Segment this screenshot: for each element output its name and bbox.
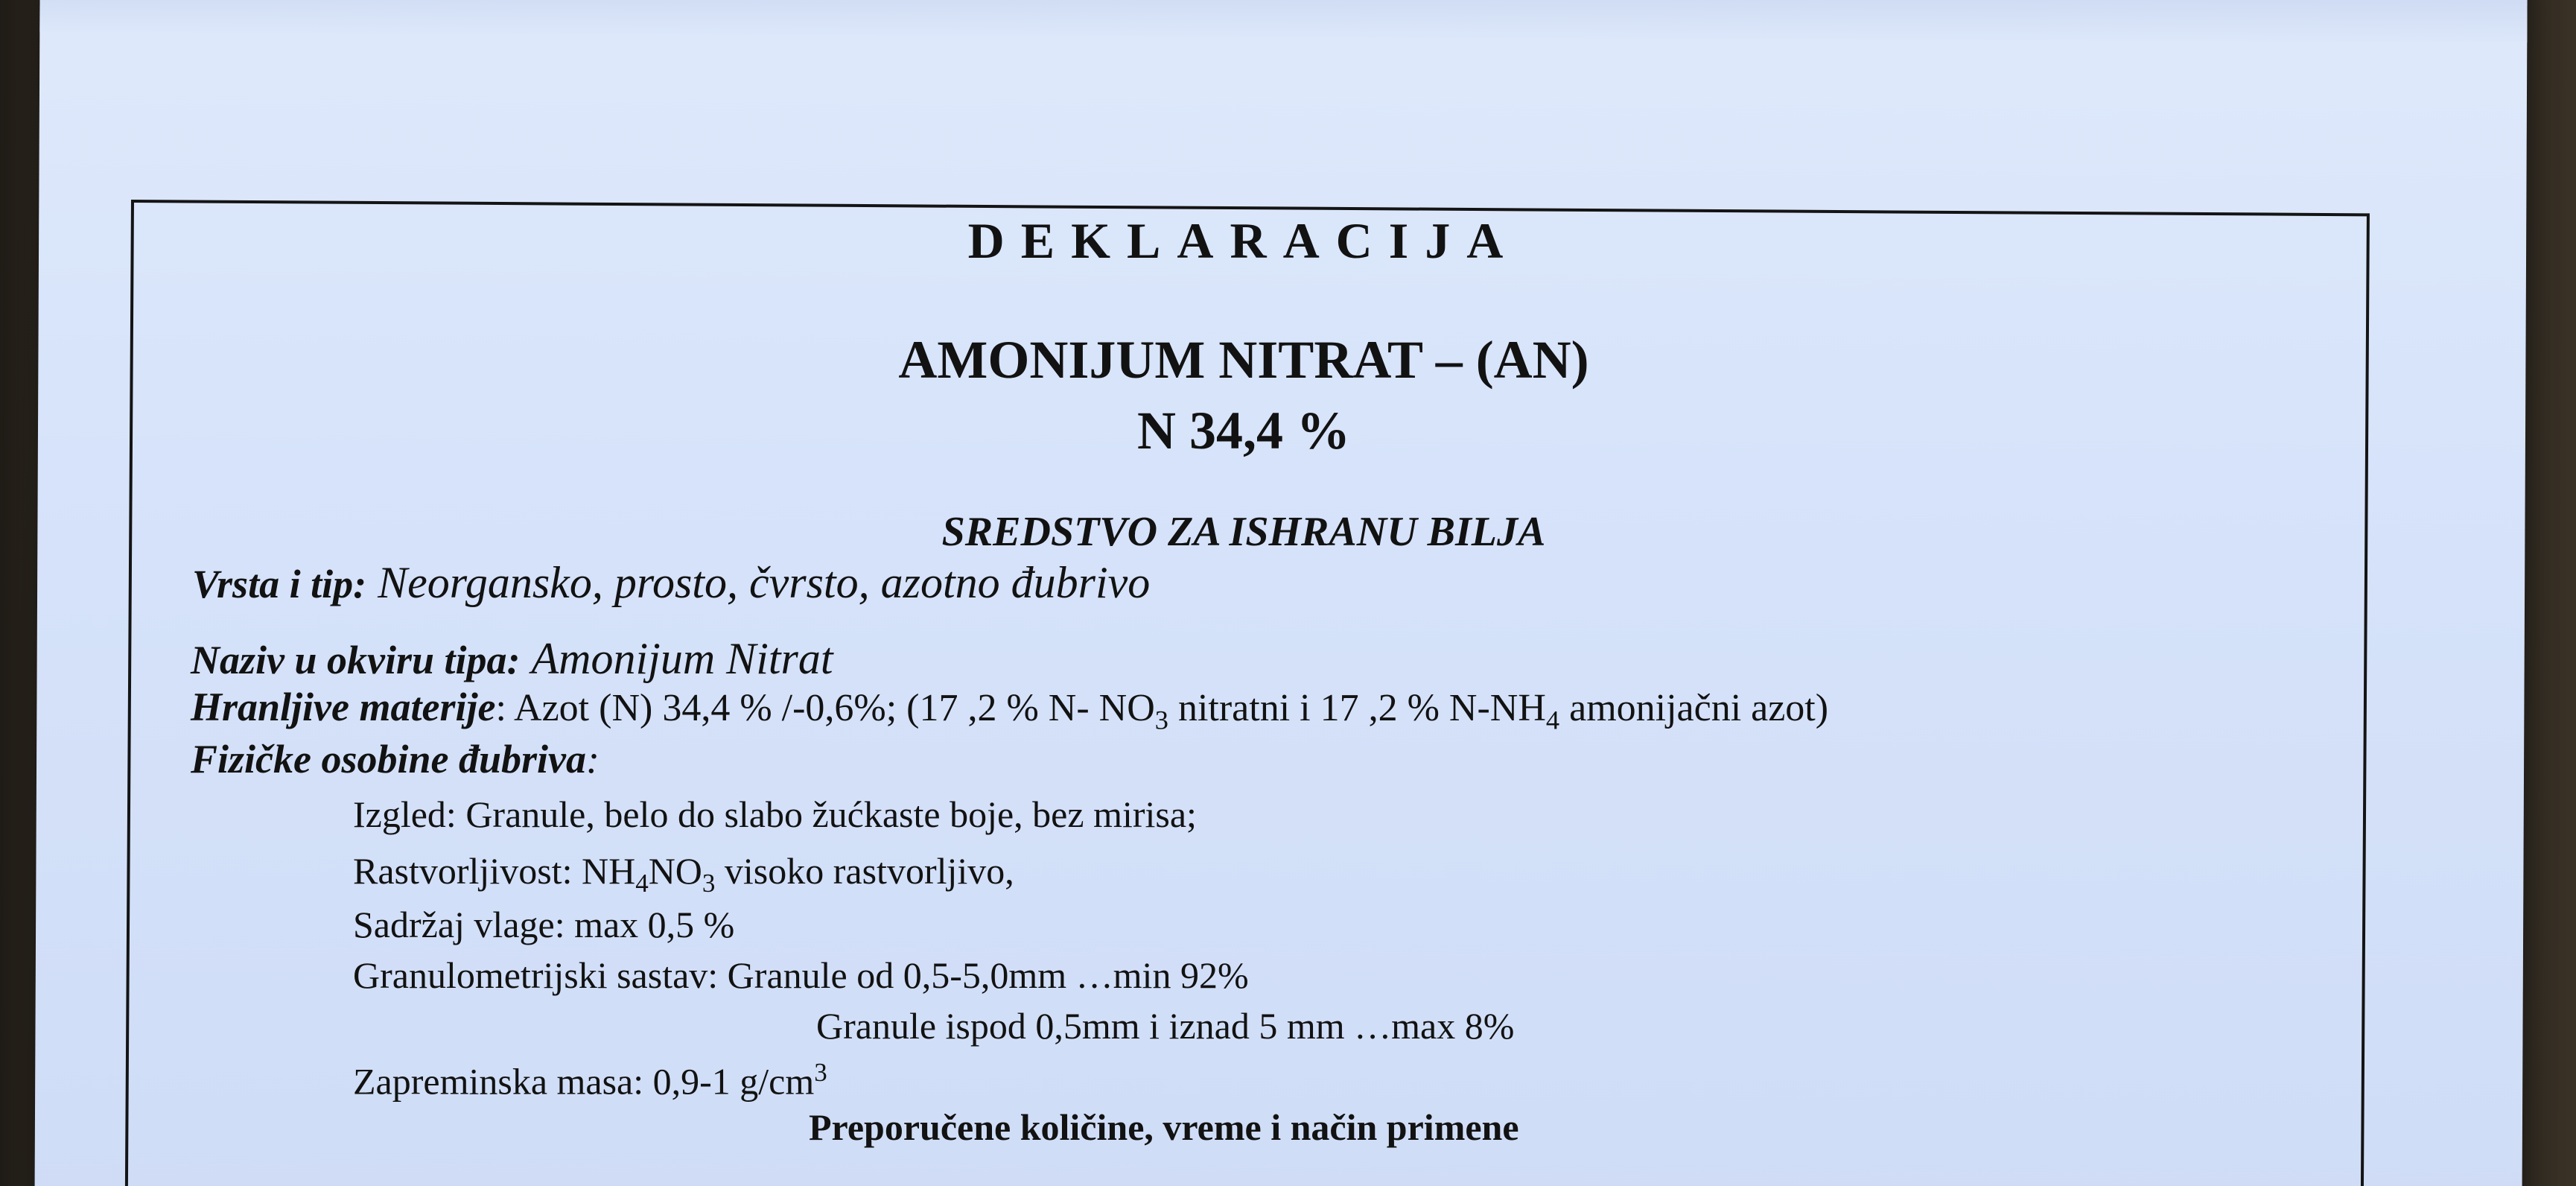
- name-value: Amonijum Nitrat: [531, 634, 833, 683]
- appearance-line: Izgled: Granule, belo do slabo žućkaste boje, bez mirisa;: [353, 793, 1197, 835]
- granulometry-line-2: Granule ispod 0,5mm i iznad 5 mm …max 8%: [816, 1005, 1515, 1047]
- category-heading: SREDSTVO ZA ISHRANU BILJA: [941, 509, 1546, 555]
- type-row: [192, 557, 1150, 609]
- moisture-line: Sadržaj vlage: max 0,5 %: [353, 904, 735, 945]
- solubility-subscript-3: 3: [702, 869, 716, 898]
- solubility-line: [353, 849, 1014, 898]
- solubility-part3: visoko rastvorljivo,: [715, 850, 1014, 892]
- physical-properties-heading: [191, 736, 600, 782]
- document-title: DEKLARACIJA: [967, 212, 1520, 269]
- bulk-density-text: Zapreminska masa: 0,9-1 g/cm: [353, 1060, 815, 1103]
- nutrients-value-part2: nitratni i 17 ,2 % N-NH: [1168, 687, 1546, 729]
- recommendations-heading: Preporučene količine, vreme i način primene: [809, 1106, 1519, 1148]
- physical-properties-label: Fizičke osobine đubriva: [191, 737, 587, 781]
- bulk-density-superscript: 3: [814, 1058, 827, 1087]
- nutrients-row: [191, 684, 1828, 735]
- type-value: Neorgansko, prosto, čvrsto, azotno đubrivo: [378, 558, 1151, 607]
- nitrogen-percent: N 34,4 %: [1137, 401, 1350, 460]
- nutrients-value-part1: : Azot (N) 34,4 % /-0,6%; (17 ,2 % N- NO: [495, 687, 1155, 729]
- nutrients-subscript-4: 4: [1545, 705, 1560, 735]
- solubility-part2: NO: [648, 850, 702, 892]
- solubility-subscript-4: 4: [635, 869, 649, 898]
- nutrients-subscript-3: 3: [1154, 705, 1168, 735]
- product-name: AMONIJUM NITRAT – (AN): [898, 330, 1589, 390]
- type-label: Vrsta i tip:: [192, 562, 367, 606]
- physical-properties-colon: :: [586, 737, 600, 781]
- nutrients-value-part3: amonijačni azot): [1559, 687, 1829, 729]
- bulk-density-line: [353, 1058, 827, 1103]
- nutrients-label: Hranljive materije: [191, 685, 496, 729]
- solubility-part1: Rastvorljivost: NH: [353, 850, 636, 892]
- name-row: [191, 633, 833, 685]
- granulometry-line-1: Granulometrijski sastav: Granule od 0,5-5,0mm …min 92%: [353, 954, 1249, 996]
- name-label: Naziv u okviru tipa:: [191, 638, 521, 682]
